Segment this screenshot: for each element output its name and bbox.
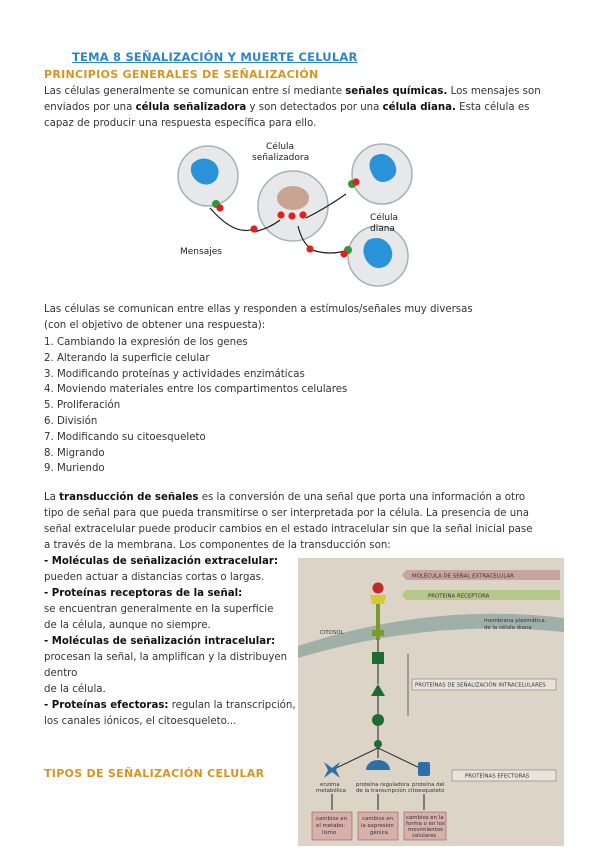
banner-effectors xyxy=(452,770,556,781)
svg-text:la expresión: la expresión xyxy=(361,823,394,829)
page-title: TEMA 8 SEÑALIZACIÓN Y MUERTE CELULAR xyxy=(72,50,358,64)
list-item: 2. Alterando la superficie celular xyxy=(44,352,210,364)
responses-list xyxy=(44,335,347,477)
target-cell-bottom-right xyxy=(348,226,408,286)
label-signaling-cell: Célula xyxy=(266,142,295,152)
svg-text:génica: génica xyxy=(370,830,388,836)
signaling-cell xyxy=(258,171,328,241)
svg-text:cambios en: cambios en xyxy=(362,816,393,822)
section-heading-types: TIPOS DE SEÑALIZACIÓN CELULAR xyxy=(44,767,265,780)
svg-text:PROTEÍNAS EFECTORAS: PROTEÍNAS EFECTORAS xyxy=(465,773,530,780)
svg-text:cambios en: cambios en xyxy=(316,816,347,822)
label-target-cell-2: diana xyxy=(370,224,395,234)
svg-text:PROTEÍNA RECEPTORA: PROTEÍNA RECEPTORA xyxy=(428,593,490,600)
banner-extracellular xyxy=(402,570,560,580)
banner-intracellular xyxy=(412,679,556,690)
label-membrane: membrana plasmática xyxy=(484,618,545,624)
target-cell-top-right xyxy=(352,144,412,204)
transduction-paragraph: La transducción de señales es la conversión de una señal que porta una información a otro tipo de señal para que pueda transmitirse o ser interpretada por la célula. La presencia de una señal extracelular puede producir cambios en el estado intracelular sin que la señal inicial pase a través de la membrana. Los componentes de la transducción son: xyxy=(44,492,533,551)
svg-text:metabólica: metabólica xyxy=(316,788,346,794)
svg-text:proteína del: proteína del xyxy=(412,782,445,788)
svg-text:citoesqueleto: citoesqueleto xyxy=(408,788,445,794)
banner-receptor xyxy=(402,590,560,600)
intro-paragraph: Las células generalmente se comunican entre sí mediante señales químicas. Los mensajes son enviados por una célula señalizadora y son detectados por una célula diana. Esta célula es capaz de producir una respuesta específica para ello. xyxy=(44,86,541,129)
transduction-photo xyxy=(298,558,564,846)
list-item: 4. Moviendo materiales entre los compartimentos celulares xyxy=(44,384,348,396)
section-heading-principles: PRINCIPIOS GENERALES DE SEÑALIZACIÓN xyxy=(44,68,319,81)
label-target-cell: Célula xyxy=(370,213,399,223)
svg-text:PROTEÍNAS DE SEÑALIZACIÓN INTR: PROTEÍNAS DE SEÑALIZACIÓN INTRACELULARES xyxy=(415,682,546,689)
svg-text:cambios en la: cambios en la xyxy=(406,815,444,821)
label-messages: Mensajes xyxy=(180,247,222,257)
list-item: 9. Muriendo xyxy=(44,463,105,475)
list-item: 1. Cambiando la expresión de los genes xyxy=(44,337,248,348)
target-cell-top-left xyxy=(178,146,238,206)
list-item: 7. Modificando su citoesqueleto xyxy=(44,431,206,443)
svg-text:lismo: lismo xyxy=(322,830,337,836)
svg-text:celulares: celulares xyxy=(412,833,437,839)
signaling-diagram xyxy=(170,136,450,291)
svg-text:movimientos: movimientos xyxy=(408,827,443,833)
list-item: 8. Migrando xyxy=(44,447,105,459)
svg-text:de la transcripción: de la transcripción xyxy=(356,788,407,794)
list-item: 3. Modificando proteínas y actividades enzimáticas xyxy=(44,368,305,380)
svg-text:forma o en los: forma o en los xyxy=(406,821,445,827)
transduction-components: - Moléculas de señalización extracelular: pueden actuar a distancias cortas o largas. - Proteínas receptoras de la señal: se encuentran generalmente en la superficie de la célula, aunque no siempre. - Moléculas de señalización intracelular: procesan la señal, la amplifican y la distribuyen dentro de la célula. - Proteínas efectoras: regulan la transcripción, los canales iónicos, el citoesqueleto... xyxy=(44,556,296,727)
label-signaling-cell-2: señalizadora xyxy=(252,153,310,163)
svg-text:el metabo-: el metabo- xyxy=(316,823,346,829)
svg-text:enzima: enzima xyxy=(320,782,340,788)
label-membrane-2: de la célula diana xyxy=(484,625,532,631)
stimuli-intro: Las células se comunican entre ellas y responden a estímulos/señales muy diversas (con el objetivo de obtener una respuesta): xyxy=(44,304,473,331)
signal-molecule xyxy=(373,583,384,594)
svg-text:MOLÉCULA DE SEÑAL EXTRACELULAR: MOLÉCULA DE SEÑAL EXTRACELULAR xyxy=(412,573,514,580)
list-item: 6. División xyxy=(44,415,98,427)
list-item: 5. Proliferación xyxy=(44,400,121,412)
label-cytosol: CITOSOL xyxy=(320,630,344,636)
svg-text:proteína reguladora: proteína reguladora xyxy=(356,782,410,788)
